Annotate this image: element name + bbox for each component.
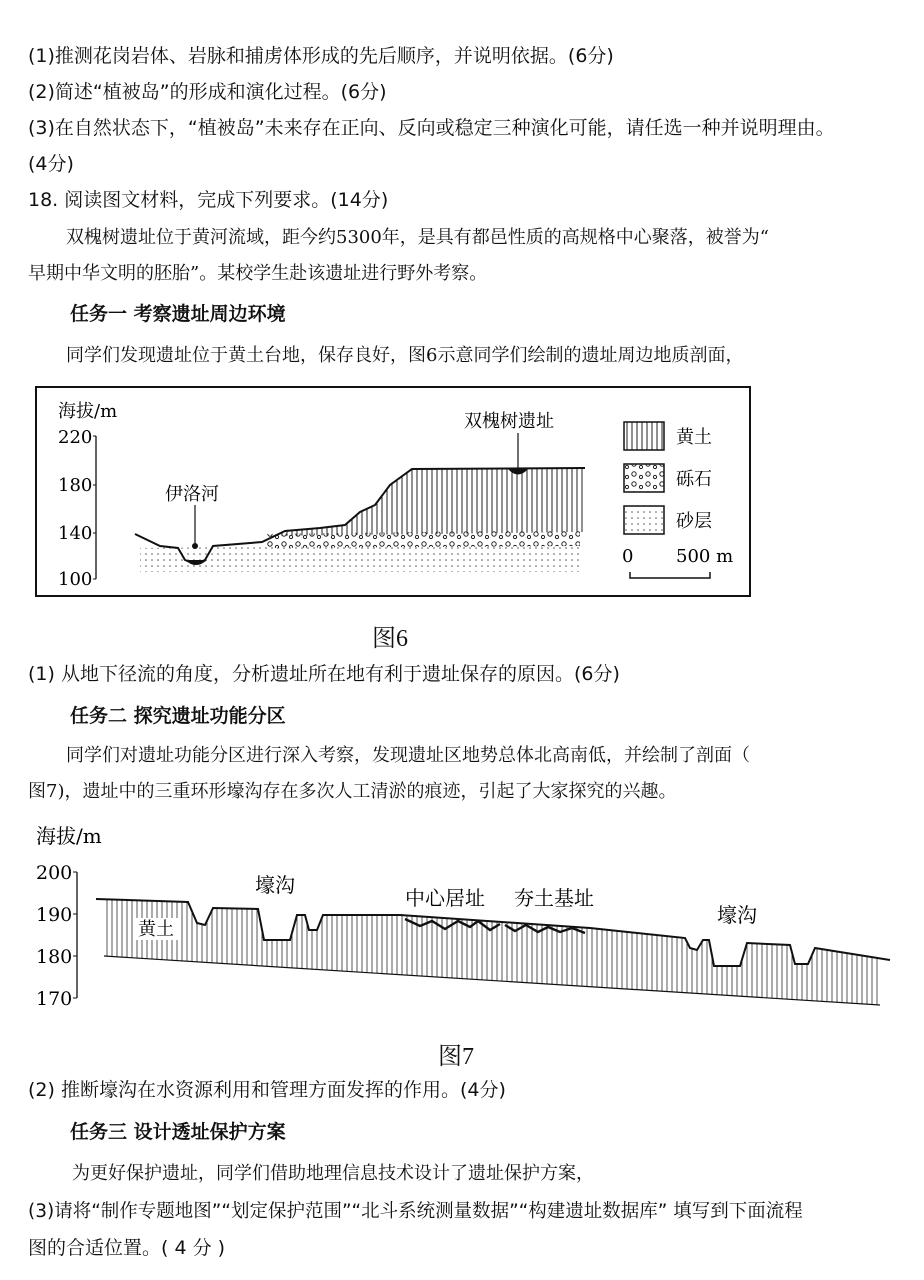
fig6-ytick-180: 180 (58, 475, 93, 496)
fig7-ytick-200: 200 (36, 862, 73, 884)
fig7-label-moat-left: 壕沟 (255, 873, 295, 897)
fig7-ytick-170: 170 (36, 988, 73, 1010)
task2-title: 任务二 探究遗址功能分区 (70, 705, 286, 727)
question-18-header: 18. 阅读图文材料，完成下列要求。(14分) (28, 189, 389, 211)
task3-text: 为更好保护遗址，同学们借助地理信息技术设计了遗址保护方案， (72, 1163, 594, 1184)
fig7-ytick-180: 180 (36, 946, 73, 968)
figure-7-site-profile (0, 820, 924, 1020)
legend-label-loess: 黄土 (676, 427, 712, 448)
figure-6-caption: 图6 (372, 626, 408, 652)
figure-6-geologic-profile (0, 380, 924, 610)
fig6-label-river: 伊洛河 (165, 484, 219, 505)
figure-7-caption: 图7 (438, 1044, 474, 1070)
scale-bar (630, 572, 710, 578)
question-prev-3: (3)在自然状态下，“植被岛”未来存在正向、反向或稳定三种演化可能，请任选一种并说明理由。 (28, 117, 835, 139)
task1-title: 任务一 考察遗址周边环境 (70, 303, 286, 325)
fig6-ytick-220: 220 (58, 427, 93, 448)
fig7-label-center: 中心居址 (405, 886, 485, 910)
question-prev-2: (2)简述“植被岛”的形成和演化过程。(6分) (28, 81, 387, 103)
task2-question: (2) 推断壕沟在水资源利用和管理方面发挥的作用。(4分) (28, 1079, 506, 1101)
fig7-ytick-190: 190 (36, 904, 73, 926)
fig6-ytick-140: 140 (58, 523, 93, 544)
fig7-label-loess: 黄土 (138, 919, 174, 940)
task2-text-1: 同学们对遗址功能分区进行深入考察，发现遗址区地势总体北高南低，并绘制了剖面（ (66, 745, 750, 766)
legend-swatch-sand (624, 506, 664, 534)
fig6-ylabel: 海拔/m (58, 401, 118, 422)
legend-swatch-gravel (624, 464, 664, 492)
scale-zero: 0 (622, 546, 634, 567)
task1-question: (1) 从地下径流的角度，分析遗址所在地有利于遗址保存的原因。(6分) (28, 663, 620, 685)
question-prev-3-score: (4分) (28, 153, 74, 175)
fig6-label-site: 双槐树遗址 (464, 411, 554, 432)
legend-label-gravel: 砾石 (676, 469, 712, 490)
task3-title: 任务三 设计透址保护方案 (70, 1121, 286, 1143)
loess-body (104, 899, 880, 1005)
fig7-label-moat-right: 壕沟 (717, 903, 757, 927)
task2-text-2: 图7)，遗址中的三重环形壕沟存在多次人工清淤的痕迹，引起了大家探究的兴趣。 (28, 781, 677, 802)
task1-text: 同学们发现遗址位于黄土台地，保存良好，图6示意同学们绘制的遗址周边地质剖面， (66, 345, 744, 366)
fig7-label-rammed: 夯土基址 (514, 886, 594, 910)
task3-question-line-1: (3)请将“制作专题地图”“划定保护范围”“北斗系统测量数据”“构建遗址数据库” 填写到下面流程 (28, 1201, 803, 1222)
intro-line-2: 早期中华文明的胚胎”。某校学生赴该遗址进行野外考察。 (28, 263, 488, 284)
question-prev-1: (1)推测花岗岩体、岩脉和捕虏体形成的先后顺序，并说明依据。(6分) (28, 45, 614, 67)
legend-label-sand: 砂层 (676, 511, 712, 532)
fig6-ytick-100: 100 (58, 569, 93, 590)
fig7-ylabel: 海拔/m (36, 824, 102, 848)
task3-question-line-2: 图的合适位置。( 4 分 ) (28, 1237, 226, 1259)
legend-swatch-loess (624, 422, 664, 450)
scale-dist: 500 m (676, 546, 734, 567)
intro-line-1: 双槐树遗址位于黄河流域，距今约5300年，是具有都邑性质的高规格中心聚落，被誉为“ (66, 227, 770, 248)
